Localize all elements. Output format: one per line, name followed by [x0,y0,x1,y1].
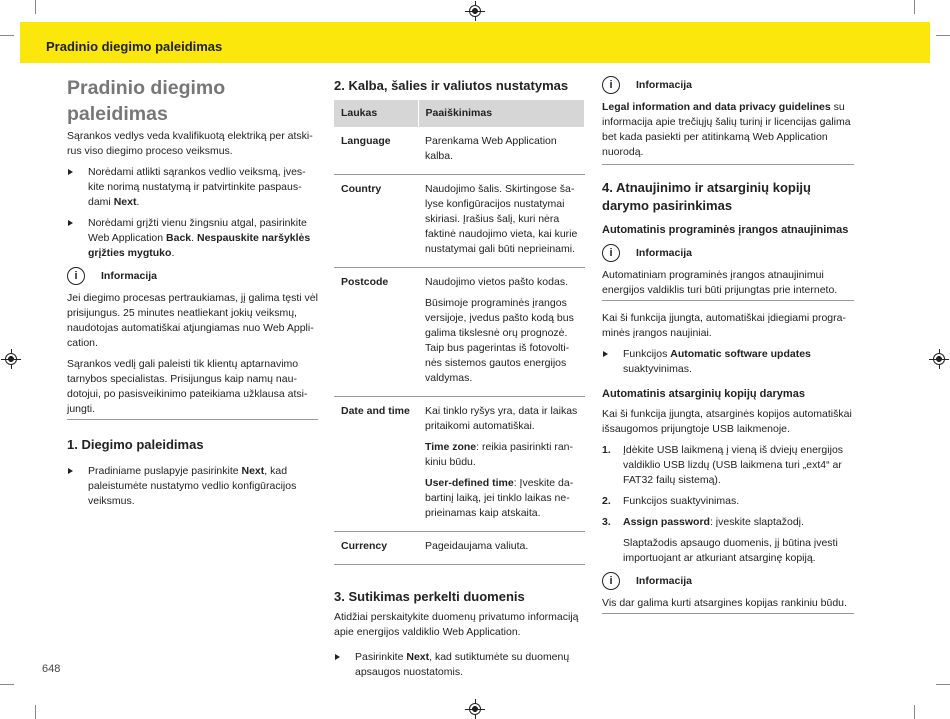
table-cell-value: Naudojimo šalis. Skirtingose šalyse konfigūracijos nustatymai skiriasi. Įrašius šalį, kuri nėra faktinė naudojimo vieta, kai kurie nustatymai gali būti neprieinami. [418,175,585,268]
crop-mark [936,684,950,685]
crop-mark [936,35,950,36]
table-cell-key: Currency [334,532,418,565]
info-text: Vis dar galima kurti atsargines kopijas rankiniu būdu. [602,596,854,614]
subsection-heading: Automatinis atsarginių kopijų darymas [602,388,805,400]
intro-text: Sąrankos vedlys veda kvalifikuotą elektriką per atskirus viso diegimo proceso veiksmus. [67,130,313,157]
table-cell-value: Pageidaujama valiuta. [418,532,585,565]
section-heading: 2. Kalba, šalies ir valiutos nustatymas [334,78,569,93]
numbered-step: 3. Assign password: įveskite slaptažodį. [602,516,804,528]
numbered-step: 1. Įdėkite USB laikmeną į vieną iš dviejų energijos valdiklio USB lizdų (USB laikmena turi „ext4“ ar FAT32 failų sistemą). [602,444,844,486]
section-heading: 4. Atnaujinimo ir atsarginių kopijų darymo pasirinkimas [602,180,811,213]
table-cell-value: Parenkama Web Application kalba. [418,127,585,175]
registration-mark-top [465,1,485,21]
crop-mark [35,0,36,14]
info-icon: i [602,244,620,262]
crop-mark [914,0,915,14]
registration-mark-right [929,349,949,369]
info-icon: i [67,267,85,285]
table-header-cell: Laukas [334,100,418,127]
step-note: Slaptažodis apsaugo duomenis, jį būtina įvesti importuojant ar atkuriant atsarginę kopiją. [623,537,838,564]
crop-mark [914,705,915,719]
info-block-end [67,357,318,420]
info-heading [602,572,854,590]
subsection-heading: Automatinis programinės įrangos atnaujinimas [602,224,849,236]
info-text: Jei diegimo procesas pertraukiamas, jį galima tęsti vėl prisijungus. 25 minutes neatliekant jokių veiksmų, naudotojas automatiškai atjungiamas nuo Web Application. [67,292,318,349]
column-2 [334,77,585,686]
info-text: Automatiniam programinės įrangos atnaujinimui energijos valdiklis turi būti prijungtas prie interneto. [602,268,854,301]
column-1 [67,72,318,515]
info-label: Informacija [636,246,693,259]
numbered-step: 2. Funkcijos suaktyvinimas. [602,495,740,507]
table-header-row [334,100,585,127]
bullet-item: Norėdami atlikti sąrankos vedlio veiksmą, įveskite norimą nustatymą ir patvirtinkite paspausdami Next. [67,165,318,210]
table-cell-key: Date and time [334,397,418,532]
crop-mark [0,684,14,685]
bullet-item: Norėdami grįžti vienu žingsniu atgal, pasirinkite Web Application Back. Nespauskite naršyklės grįžties mygtuko. [67,216,318,261]
section-heading: 3. Sutikimas perkelti duomenis [334,589,525,604]
table-cell-key: Country [334,175,418,268]
table-cell-key: Postcode [334,268,418,397]
info-label: Informacija [636,78,693,91]
section-heading: 1. Diegimo paleidimas [67,437,204,452]
table-cell-key: Language [334,127,418,175]
info-text: Sąrankos vedlį gali paleisti tik klientų aptarnavimo tarnybos specialistas. Prisijungus kaip namų naudotojui, po pasisveikinimo pateikiama užklausa atsijungti. [67,358,308,415]
info-icon: i [602,76,620,94]
table-cell-value: Naudojimo vietos pašto kodas. Būsimoje programinės įrangos versijoje, įvedus pašto kodą bus galima tikslesnė orų prognozė. Taip bus pagerintas iš fotovoltinės sistemos gautos energijos valdymas. [418,268,585,397]
table-row [334,532,585,565]
header-banner [20,22,930,63]
bullet-item: Pasirinkite Next, kad sutiktumėte su duomenų apsaugos nuostatomis. [334,650,585,680]
info-text: Legal information and data privacy guidelines su informacija apie trečiųjų šalių turinį ir licencijas galima bet kada pasiekti per atitinkamą Web Application nuorodą. [602,100,854,165]
bullet-item: Pradiniame puslapyje pasirinkite Next, kad paleistumėte nustatymo vedlio konfigūracijos veiksmus. [67,464,318,509]
settings-table [334,100,585,565]
crop-mark [0,35,14,36]
bullet-item: Funkcijos Automatic software updates suaktyvinimas. [602,347,854,377]
info-heading [602,76,854,94]
paragraph: Kai ši funkcija įjungta, automatiškai įdiegiami programinės įrangos naujiniai. [602,312,846,339]
table-row [334,127,585,175]
registration-mark-left [1,349,21,369]
info-heading [67,267,318,285]
paragraph: Atidžiai perskaitykite duomenų privatumo informaciją apie energijos valdiklio Web Application. [334,611,579,638]
info-icon: i [602,572,620,590]
page-number: 648 [42,663,61,675]
table-header-cell: Paaiškinimas [418,100,585,127]
page-title: Pradinio diegimo paleidimas [67,77,226,125]
info-label: Informacija [101,269,158,282]
table-row [334,268,585,397]
column-3 [602,72,854,624]
crop-mark [35,705,36,719]
registration-mark-bottom [465,699,485,719]
info-heading [602,244,854,262]
header-title: Pradinio diegimo paleidimas [46,39,223,54]
table-row [334,175,585,268]
info-label: Informacija [636,574,693,587]
table-cell-value: Kai tinklo ryšys yra, data ir laikas pritaikomi automatiškai. Time zone: reikia pasirinkti rankiniu būdu. User-defined time: Įveskite dabartinį laiką, jei tinklo laikas neprieinamas kaip atskaita. [418,397,585,532]
table-row [334,397,585,532]
paragraph: Kai ši funkcija įjungta, atsarginės kopijos automatiškai išsaugomos prijungtoje USB laikmenoje. [602,408,852,435]
